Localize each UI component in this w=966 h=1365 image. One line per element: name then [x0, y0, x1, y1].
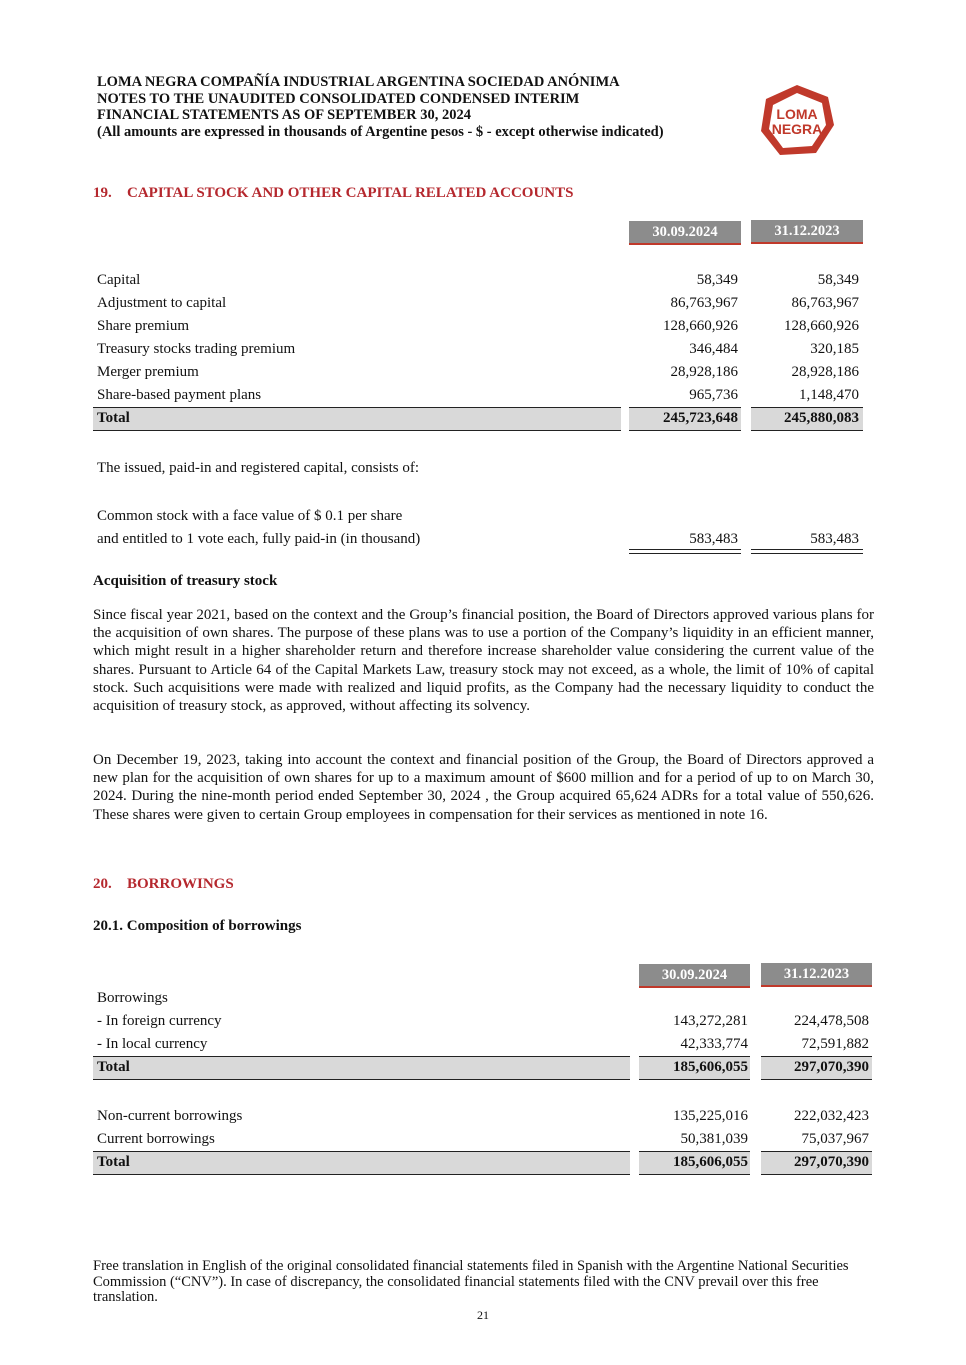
s19-row-value-2023: 1,148,470: [799, 387, 859, 403]
s20-total-b-row: [97, 1151, 872, 1174]
s20-column-header-2024: 30.09.2024: [639, 964, 750, 988]
header-amounts-note: (All amounts are expressed in thousands of Argentine pesos - $ - except otherwise indicated): [97, 123, 664, 140]
s20-total-a-2024: 185,606,055: [673, 1059, 748, 1075]
s19-row: [97, 315, 863, 338]
common-stock-row: [97, 528, 863, 551]
s20-maturity-row-label: Non-current borrowings: [97, 1108, 243, 1124]
s20-maturity-row: [97, 1128, 872, 1151]
common-stock-double-rule-1: [629, 549, 741, 554]
treasury-paragraph-1: Since fiscal year 2021, based on the context and the Group’s financial position, the Board of Directors approved various plans for the acquisition of own shares. The purpose of these plans was to use a portion of the Company’s liquidity in an efficient manner, which might result in a higher shareholder return and therefore increase shareholder value considering the current value of the shares. Pursuant to Article 64 of the Capital Markets Law, treasury stock may not exceed, as a whole, the limit of 10% of capital stock. Such acquisitions were made with realized and liquid profits, as the Company had the necessary liquidity to conduct the acquisition of treasury stock, as approved, without affecting its solvency.: [93, 607, 874, 715]
s19-row-value-2023: 28,928,186: [791, 364, 859, 380]
s19-total-label: Total: [97, 410, 130, 426]
s19-row-label: Share premium: [97, 318, 190, 334]
s19-row-value-2024: 346,484: [689, 341, 738, 357]
s19-total-2024: 245,723,648: [663, 410, 738, 426]
s19-row-value-2023: 128,660,926: [784, 318, 859, 334]
borrowings-composition-heading: 20.1. Composition of borrowings: [93, 918, 302, 934]
common-stock-2023: 583,483: [810, 531, 859, 547]
s19-row-value-2023: 320,185: [810, 341, 859, 357]
s20-total-b-2024: 185,606,055: [673, 1154, 748, 1170]
s19-row: [97, 384, 863, 407]
s19-row: [97, 269, 863, 292]
common-stock-line-2: and entitled to 1 vote each, fully paid-in (in thousand): [97, 531, 421, 547]
s19-row-value-2023: 86,763,967: [791, 295, 859, 311]
s20-maturity-row-value-2023: 222,032,423: [794, 1108, 869, 1124]
s19-row-label: Treasury stocks trading premium: [97, 341, 296, 357]
s19-row-label: Share-based payment plans: [97, 387, 262, 403]
section-20-heading: BORROWINGS: [127, 876, 234, 892]
common-stock-line-1: Common stock with a face value of $ 0.1 per share: [97, 508, 403, 524]
s19-total-row: [97, 407, 863, 430]
borrowings-group-label: Borrowings: [97, 990, 168, 1006]
s19-row-value-2024: 128,660,926: [663, 318, 738, 334]
loma-negra-logo: [758, 83, 836, 157]
section-20-number: 20.: [93, 876, 112, 892]
common-stock-2024: 583,483: [689, 531, 738, 547]
common-stock-double-rule-2: [751, 549, 863, 554]
section-20-title: [93, 876, 234, 893]
header-statements-date: FINANCIAL STATEMENTS AS OF SEPTEMBER 30, 2024: [97, 107, 471, 123]
s20-total-a-label: Total: [97, 1059, 130, 1075]
document-header: [97, 74, 697, 140]
s19-row-value-2023: 58,349: [817, 272, 859, 288]
s20-maturity-row-value-2023: 75,037,967: [801, 1131, 869, 1147]
treasury-stock-heading: Acquisition of treasury stock: [93, 573, 278, 589]
s19-column-header-2024: 30.09.2024: [629, 221, 741, 245]
s20-total-a-2023: 297,070,390: [794, 1059, 869, 1075]
translation-disclaimer: Free translation in English of the original consolidated financial statements filed in Spanish with the Argentine National Securities Commission (“CNV”). In case of discrepancy, the consolidated financial statements filed with the CNV prevail over this free translation.: [93, 1258, 849, 1305]
section-19-heading: CAPITAL STOCK AND OTHER CAPITAL RELATED ACCOUNTS: [127, 185, 574, 201]
s19-row-label: Merger premium: [97, 364, 199, 380]
s20-maturity-row: [97, 1105, 872, 1128]
s20-total-b-label: Total: [97, 1154, 130, 1170]
s20-total-b-2023: 297,070,390: [794, 1154, 869, 1170]
section-19-title: [93, 185, 573, 202]
s20-maturity-row-value-2024: 50,381,039: [680, 1131, 748, 1147]
s19-row-label: Adjustment to capital: [97, 295, 227, 311]
logo-text-negra: NEGRA: [771, 121, 823, 137]
s19-row-value-2024: 86,763,967: [670, 295, 738, 311]
s20-currency-row-value-2024: 42,333,774: [680, 1036, 748, 1052]
s19-row: [97, 292, 863, 315]
s19-row: [97, 361, 863, 384]
s20-currency-row-label: - In local currency: [97, 1036, 208, 1052]
s20-currency-row-value-2023: 224,478,508: [794, 1013, 869, 1029]
s20-currency-row: [97, 1010, 872, 1033]
s19-row: [97, 338, 863, 361]
treasury-paragraph-2: On December 19, 2023, taking into account the context and financial position of the Group, the Board of Directors approved a new plan for the acquisition of own shares for up to a maximum amount of $600 million and for a period of up to on March 30, 2024. During the nine-month period ended September 30, 2024 , the Group acquired 65,624 ADRs for a total value of 550,626. These shares were given to certain Group employees in compensation for their services as mentioned in note 16.: [93, 752, 874, 823]
s20-column-header-2023: 31.12.2023: [761, 963, 872, 987]
s20-currency-row: [97, 1033, 872, 1056]
s20-maturity-row-label: Current borrowings: [97, 1131, 215, 1147]
section-19-number: 19.: [93, 185, 112, 201]
s20-total-a-row: [97, 1056, 872, 1079]
s19-row-value-2024: 58,349: [696, 272, 738, 288]
company-name: LOMA NEGRA COMPAÑÍA INDUSTRIAL ARGENTINA SOCIEDAD ANÓNIMA: [97, 74, 620, 90]
s19-row-label: Capital: [97, 272, 141, 288]
s20-currency-row-value-2023: 72,591,882: [801, 1036, 869, 1052]
page-number: 21: [477, 1308, 489, 1322]
s19-row-value-2024: 28,928,186: [670, 364, 738, 380]
s19-total-2023: 245,880,083: [784, 410, 859, 426]
s20-currency-row-label: - In foreign currency: [97, 1013, 222, 1029]
issued-capital-intro: The issued, paid-in and registered capital, consists of:: [97, 460, 419, 476]
s19-column-header-2023: 31.12.2023: [751, 220, 863, 244]
logo-text-loma: LOMA: [776, 106, 818, 122]
s19-row-value-2024: 965,736: [689, 387, 738, 403]
header-notes-title: NOTES TO THE UNAUDITED CONSOLIDATED CONDENSED INTERIM: [97, 90, 580, 107]
s20-maturity-row-value-2024: 135,225,016: [673, 1108, 748, 1124]
s20-currency-row-value-2024: 143,272,281: [673, 1013, 748, 1029]
